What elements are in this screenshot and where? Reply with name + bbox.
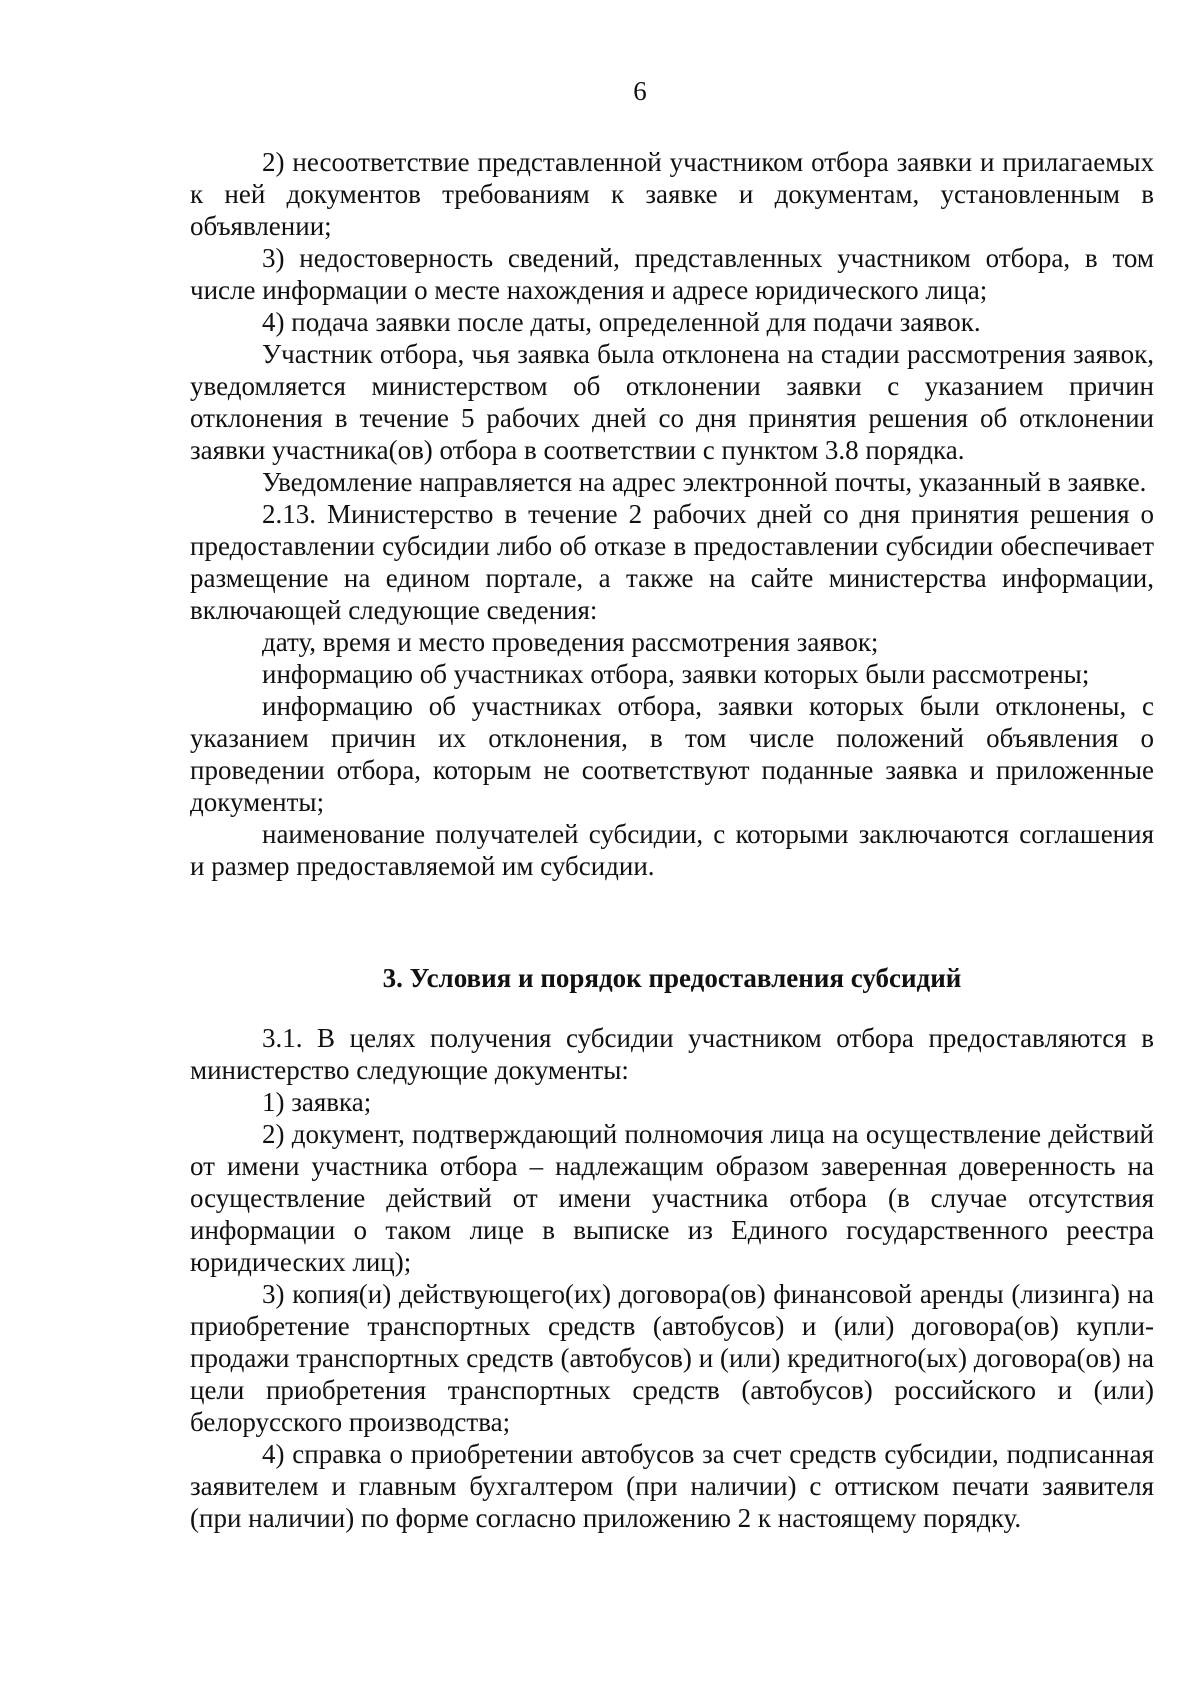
paragraph-reviewed-participants: информацию об участниках отбора, заявки которых были рассмотрены; <box>262 659 1090 689</box>
paragraph-doc-4: 4) справка о приобретении автобусов за счет средств субсидии, подписанная заявителем и главным бухгалтером (при наличии) с оттиском печати заявителя (при наличии) по форме согласно приложению 2 к настоящему порядку. <box>190 1439 1154 1533</box>
text-block-bottom <box>190 1022 1154 1534</box>
paragraph-item-4: 4) подача заявки после даты, определенной для подачи заявок. <box>262 307 981 337</box>
text-block-top <box>190 146 1154 882</box>
paragraph-clause-2-13: 2.13. Министерство в течение 2 рабочих дней со дня принятия решения о предоставлении субсидии либо об отказе в предоставлении субсидии обеспечивает размещение на едином портале, а также на сайте министерства информации, включающей следующие сведения: <box>190 499 1154 625</box>
paragraph-recipients: наименование получателей субсидии, с которыми заключаются соглашения и размер предоставляемой им субсидии. <box>190 819 1154 881</box>
paragraph-clause-3-1: 3.1. В целях получения субсидии участником отбора предоставляются в министерство следующие документы: <box>190 1023 1154 1085</box>
paragraph-rejection-notice: Участник отбора, чья заявка была отклонена на стадии рассмотрения заявок, уведомляется министерством об отклонении заявки с указанием причин отклонения в течение 5 рабочих дней со дня принятия решения об отклонении заявки участника(ов) отбора в соответствии с пунктом 3.8 порядка. <box>190 339 1154 465</box>
paragraph-email-notice: Уведомление направляется на адрес электронной почты, указанный в заявке. <box>262 467 1147 497</box>
paragraph-doc-2: 2) документ, подтверждающий полномочия лица на осуществление действий от имени участника отбора – надлежащим образом заверенная доверенность на осуществление действий от имени участника отбора (в случае отсутствия информации о таком лице в выписке из Единого государственного реестра юридических лиц); <box>190 1119 1154 1277</box>
paragraph-doc-3: 3) копия(и) действующего(их) договора(ов) финансовой аренды (лизинга) на приобретение транспортных средств (автобусов) и (или) договора(ов) купли-продажи транспортных средств (автобусов) и (или) кредитного(ых) договора(ов) на цели приобретения транспортных средств (автобусов) российского и (или) белорусского производства; <box>190 1279 1154 1437</box>
paragraph-item-3: 3) недостоверность сведений, представленных участником отбора, в том числе информации о месте нахождения и адресе юридического лица; <box>190 243 1154 305</box>
paragraph-doc-1: 1) заявка; <box>262 1087 372 1117</box>
paragraph-item-2: 2) несоответствие представленной участником отбора заявки и прилагаемых к ней документов требованиям к заявке и документам, установленным в объявлении; <box>190 147 1154 241</box>
paragraph-rejected-participants: информацию об участниках отбора, заявки которых были отклонены, с указанием причин их отклонения, в том числе положений объявления о проведении отбора, которым не соответствуют поданные заявка и приложенные документы; <box>190 691 1154 817</box>
page-number: 6 <box>633 76 647 106</box>
paragraph-date-time-place: дату, время и место проведения рассмотрения заявок; <box>262 627 879 657</box>
section-heading: 3. Условия и порядок предоставления субсидий <box>382 963 962 993</box>
